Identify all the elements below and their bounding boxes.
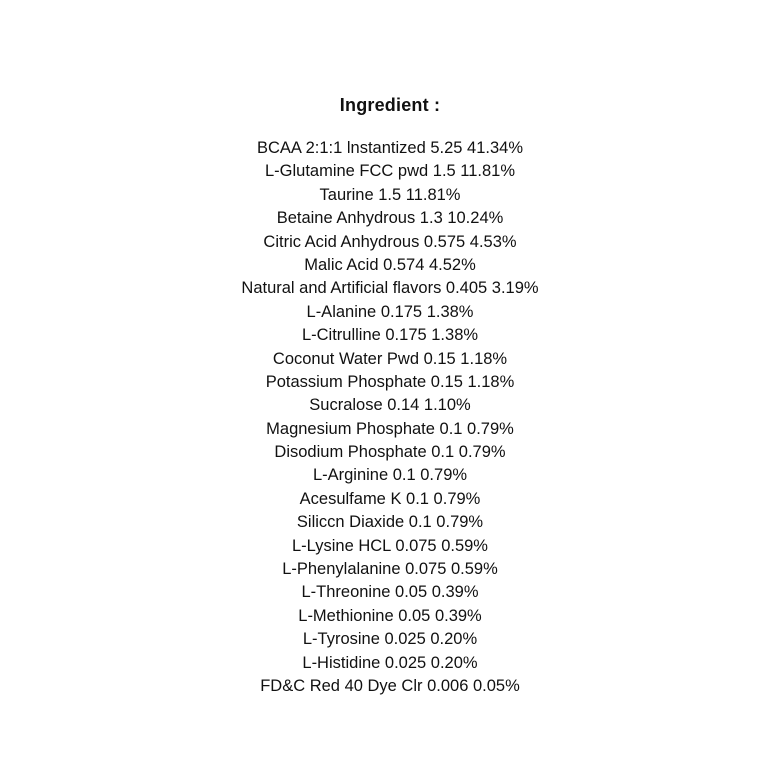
ingredient-item: BCAA 2:1:1 lnstantized 5.25 41.34% — [256, 139, 523, 157]
ingredient-item: L-Arginine 0.1 0.79% — [312, 466, 468, 485]
ingredient-item: L-Citrulline 0.175 1.38% — [301, 326, 479, 345]
ingredient-item: Potassium Phosphate 0.15 1.18% — [265, 372, 515, 391]
ingredient-item: Coconut Water Pwd 0.15 1.18% — [272, 349, 508, 368]
ingredient-item: L-Histidine 0.025 0.20% — [302, 653, 478, 672]
ingredient-heading: Ingredient : — [339, 95, 441, 115]
ingredient-item: Taurine 1.5 11.81% — [319, 185, 461, 204]
ingredient-item: L-Threonine 0.05 0.39% — [301, 583, 479, 602]
ingredient-item: Sucralose 0.14 1.10% — [309, 396, 471, 415]
ingredient-item: Acesulfame K 0.1 0.79% — [299, 489, 481, 508]
ingredient-item: Malic Acid 0.574 4.52% — [304, 255, 476, 274]
ingredient-item: L-Glutamine FCC pwd 1.5 11.81% — [264, 162, 516, 181]
ingredient-item: Natural and Artificial flavors 0.405 3.19% — [241, 279, 539, 298]
ingredient-item: L-Lysine HCL 0.075 0.59% — [292, 536, 488, 555]
ingredient-item: FD&C Red 40 Dye Clr 0.006 0.05% — [260, 676, 520, 695]
ingredient-item: L-Methionine 0.05 0.39% — [298, 606, 482, 625]
ingredient-item: Citric Acid Anhydrous 0.575 4.53% — [263, 232, 517, 251]
ingredient-item: Disodium Phosphate 0.1 0.79% — [274, 443, 506, 462]
ingredient-item: L-Phenylalanine 0.075 0.59% — [282, 560, 498, 579]
ingredient-item: L-Tyrosine 0.025 0.20% — [302, 630, 478, 649]
ingredient-item: L-Alanine 0.175 1.38% — [306, 302, 474, 321]
ingredient-item: Siliccn Diaxide 0.1 0.79% — [296, 513, 484, 532]
ingredient-item: Magnesium Phosphate 0.1 0.79% — [266, 419, 514, 438]
ingredient-item: Betaine Anhydrous 1.3 10.24% — [276, 209, 504, 228]
ingredient-list — [0, 137, 780, 698]
